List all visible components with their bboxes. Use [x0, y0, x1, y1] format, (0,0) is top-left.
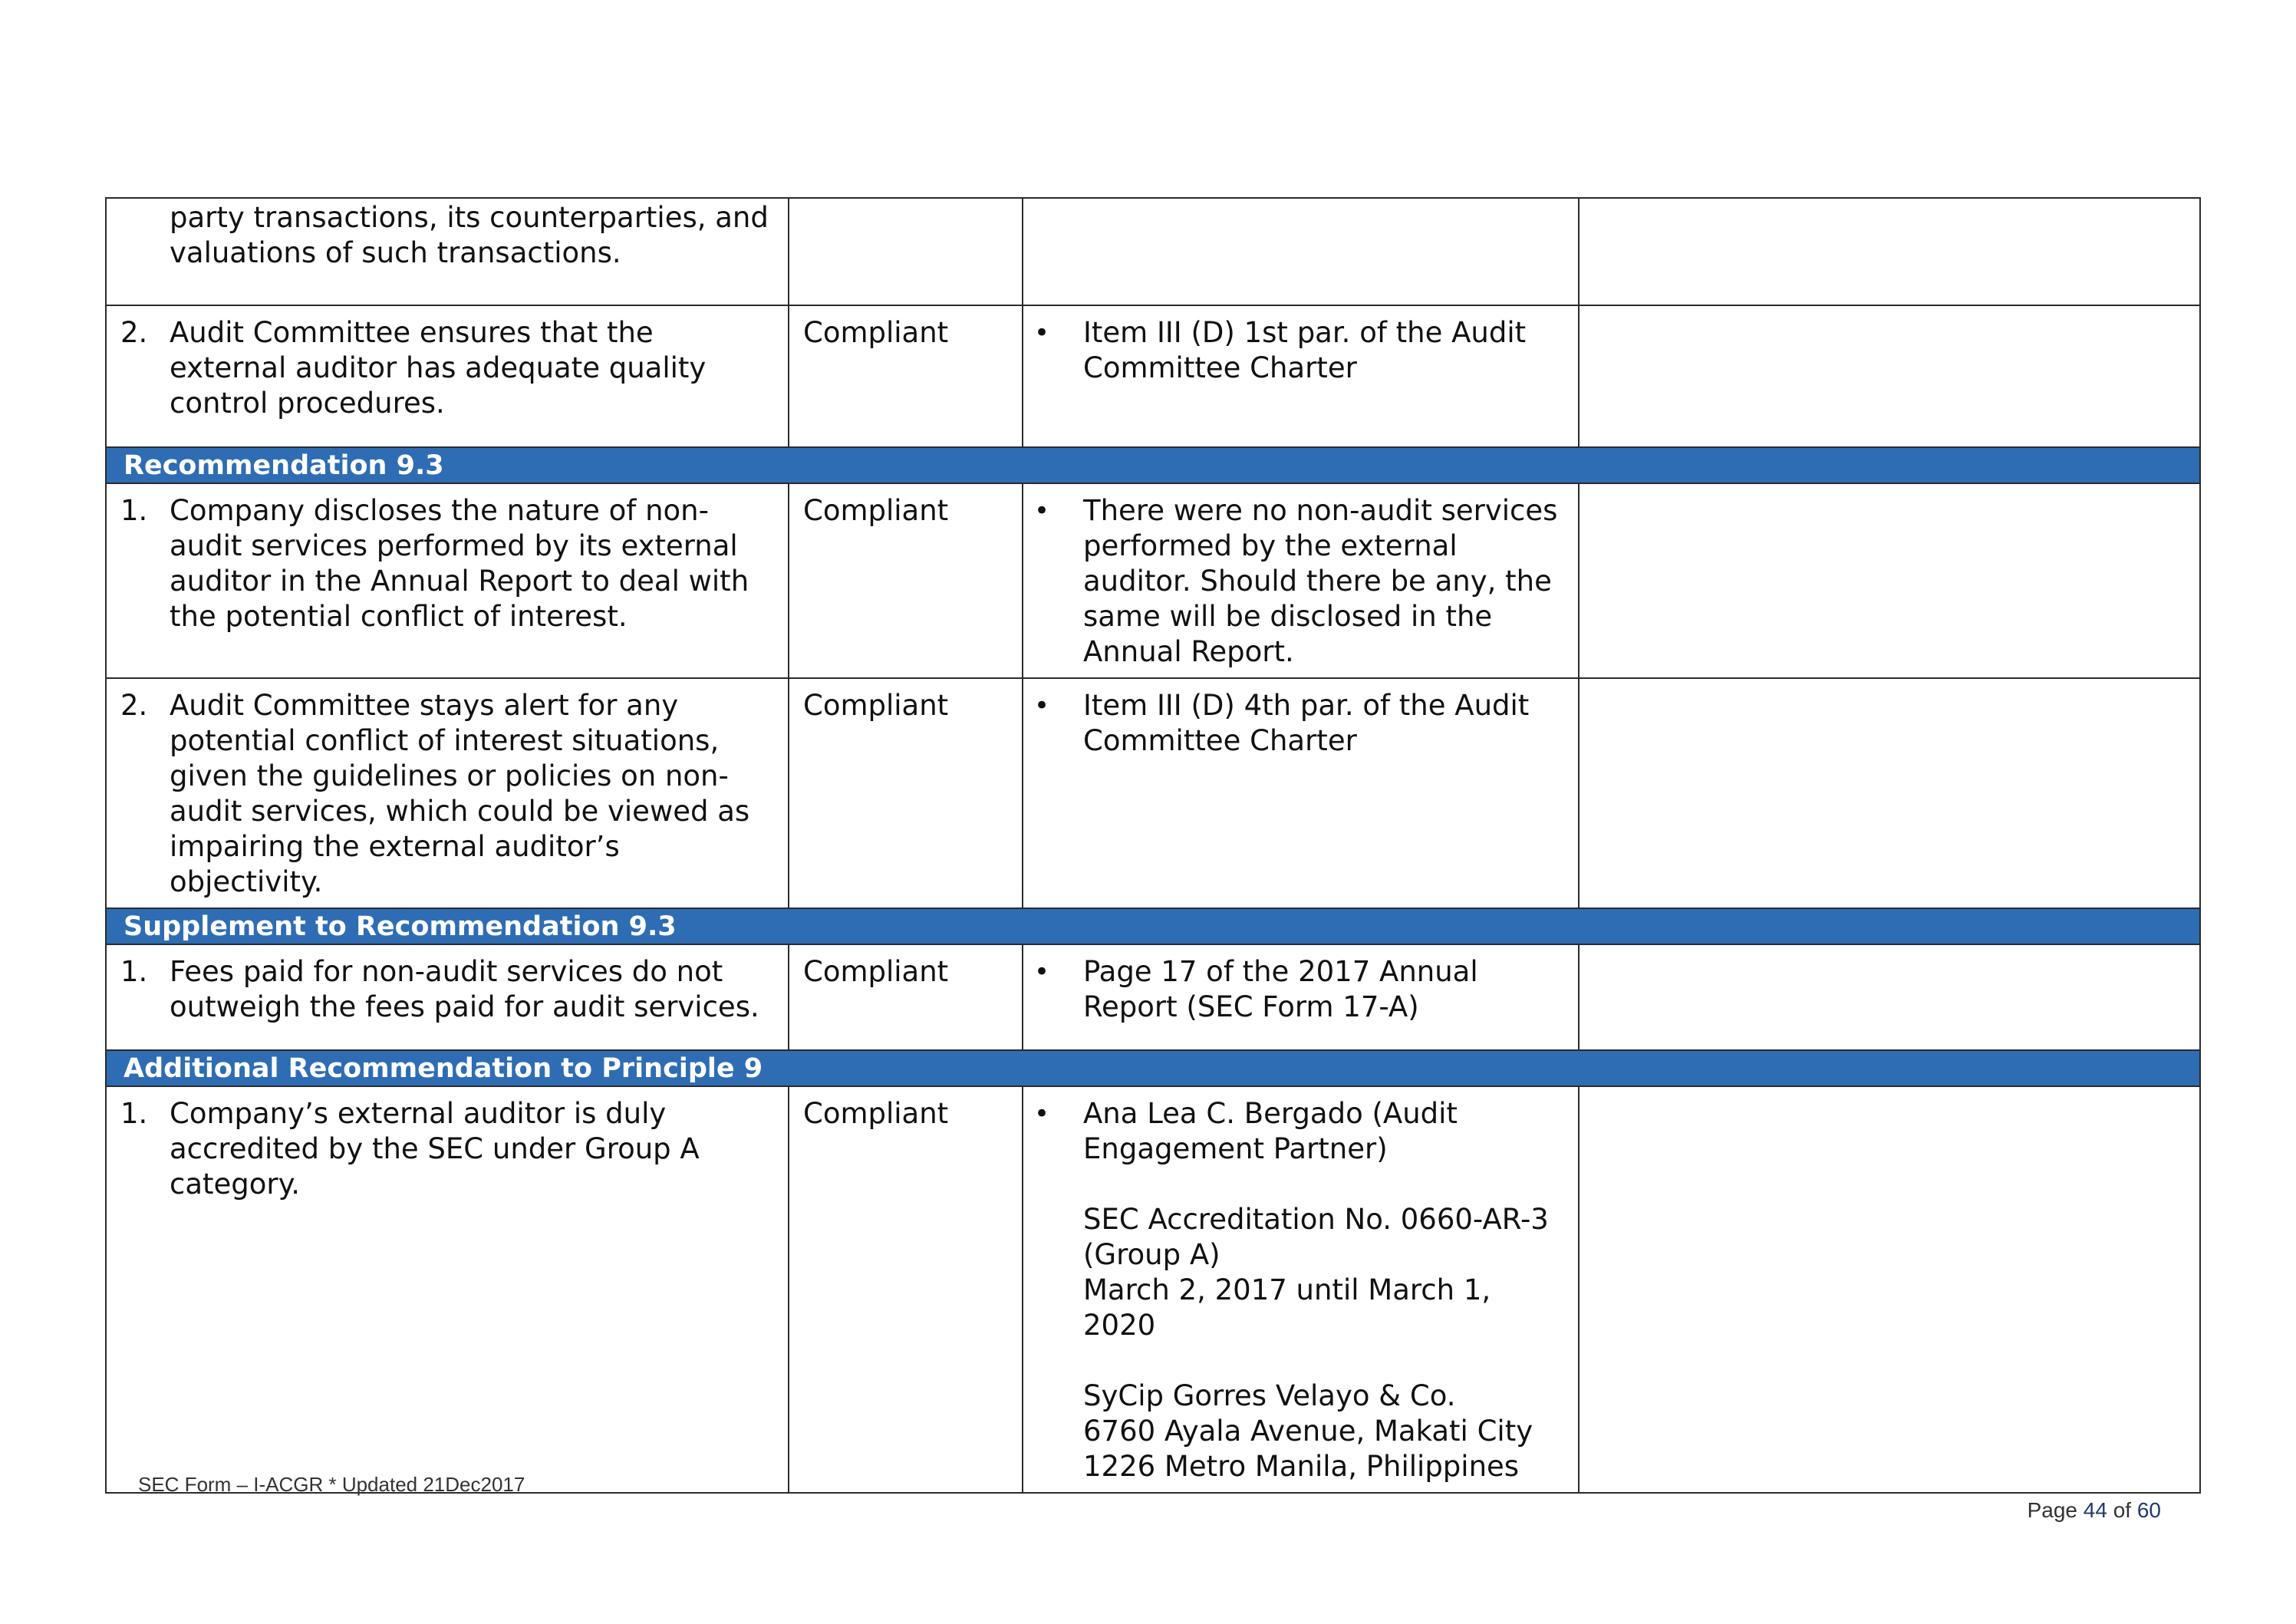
page-number — [2028, 1498, 2161, 1523]
status-cell — [789, 198, 1023, 305]
evidence-cell — [1023, 305, 1579, 447]
evidence-text: Item III (D) 1st par. of the Audit Committee Charter — [1083, 316, 1527, 384]
compliance-status: Compliant — [803, 316, 949, 349]
item-number: 1. — [120, 955, 148, 988]
bullet-icon: • — [1034, 957, 1050, 987]
status-cell — [789, 483, 1023, 678]
explanation-cell — [1579, 678, 2200, 908]
evidence-cell — [1023, 483, 1579, 678]
recommendation-cell — [106, 198, 789, 305]
table-row — [106, 944, 2200, 1050]
of-word: of — [2113, 1498, 2132, 1522]
recommendation-text: Fees paid for non-audit services do not outweigh the fees paid for audit services. — [170, 955, 759, 1023]
item-number: 2. — [120, 689, 148, 722]
evidence-text: Item III (D) 4th par. of the Audit Committee Charter — [1083, 689, 1530, 757]
compliance-status: Compliant — [803, 689, 949, 722]
section-header: Recommendation 9.3 — [106, 447, 2200, 483]
section-header: Additional Recommendation to Principle 9 — [106, 1050, 2200, 1086]
bullet-icon: • — [1034, 690, 1050, 721]
section-header-row — [106, 1050, 2200, 1086]
auditor-partner: Ana Lea C. Bergado (Audit Engagement Partner) — [1083, 1097, 1458, 1165]
section-header: Supplement to Recommendation 9.3 — [106, 908, 2200, 944]
recommendation-text-line: party transactions, its counterparties, and — [170, 201, 769, 234]
table-row — [106, 483, 2200, 678]
table-row — [106, 678, 2200, 908]
explanation-cell — [1579, 1086, 2200, 1493]
compliance-status: Compliant — [803, 955, 949, 988]
current-page: 44 — [2083, 1498, 2107, 1522]
explanation-cell — [1579, 305, 2200, 447]
bullet-icon: • — [1034, 496, 1050, 526]
recommendation-text-line: valuations of such transactions. — [170, 236, 621, 269]
compliance-status: Compliant — [803, 1097, 949, 1130]
explanation-cell — [1579, 944, 2200, 1050]
audit-firm-name: SyCip Gorres Velayo & Co. — [1083, 1379, 1456, 1412]
recommendation-cell — [106, 305, 789, 447]
audit-firm-address: 6760 Ayala Avenue, Makati City — [1083, 1415, 1533, 1448]
recommendation-cell — [106, 1086, 789, 1493]
item-number: 2. — [120, 316, 148, 349]
section-header-row — [106, 447, 2200, 483]
recommendation-cell — [106, 483, 789, 678]
status-cell — [789, 1086, 1023, 1493]
recommendation-text: Company’s external auditor is duly accredited by the SEC under Group A category. — [170, 1097, 700, 1201]
evidence-text: Page 17 of the 2017 Annual Report (SEC Form 17-A) — [1083, 955, 1478, 1023]
section-header-row — [106, 908, 2200, 944]
bullet-icon: • — [1034, 1099, 1050, 1129]
recommendation-cell — [106, 944, 789, 1050]
status-cell — [789, 305, 1023, 447]
explanation-cell — [1579, 198, 2200, 305]
form-footer-label: SEC Form – I-ACGR * Updated 21Dec2017 — [138, 1473, 525, 1496]
accreditation-validity: March 2, 2017 until March 1, 2020 — [1083, 1273, 1491, 1342]
page-word: Page — [2027, 1498, 2077, 1522]
evidence-text: There were no non-audit services performed by the external auditor. Should there be any, the same will be disclosed in the Annual Report. — [1083, 494, 1558, 668]
recommendation-cell — [106, 678, 789, 908]
evidence-cell — [1023, 678, 1579, 908]
compliance-status: Compliant — [803, 494, 949, 527]
table-row — [106, 305, 2200, 447]
evidence-cell — [1023, 1086, 1579, 1493]
compliance-table — [105, 197, 2201, 1494]
bullet-icon: • — [1034, 318, 1050, 348]
evidence-cell — [1023, 198, 1579, 305]
evidence-cell — [1023, 944, 1579, 1050]
explanation-cell — [1579, 483, 2200, 678]
audit-firm-address: 1226 Metro Manila, Philippines — [1083, 1450, 1520, 1483]
total-pages: 60 — [2136, 1498, 2161, 1522]
item-number: 1. — [120, 1097, 148, 1130]
status-cell — [789, 944, 1023, 1050]
item-number: 1. — [120, 494, 148, 527]
recommendation-text: Audit Committee stays alert for any potential conflict of interest situations, given the guidelines or policies on non-audit services, which could be viewed as impairing the external auditor’s objectivity. — [170, 689, 750, 898]
table-row — [106, 1086, 2200, 1493]
table-row — [106, 198, 2200, 305]
accreditation-number: SEC Accreditation No. 0660-AR-3 (Group A) — [1083, 1203, 1549, 1271]
recommendation-text: Audit Committee ensures that the external auditor has adequate quality control procedures. — [170, 316, 707, 420]
status-cell — [789, 678, 1023, 908]
recommendation-text: Company discloses the nature of non-audit services performed by its external auditor in the Annual Report to deal with the potential conflict of interest. — [170, 494, 749, 633]
